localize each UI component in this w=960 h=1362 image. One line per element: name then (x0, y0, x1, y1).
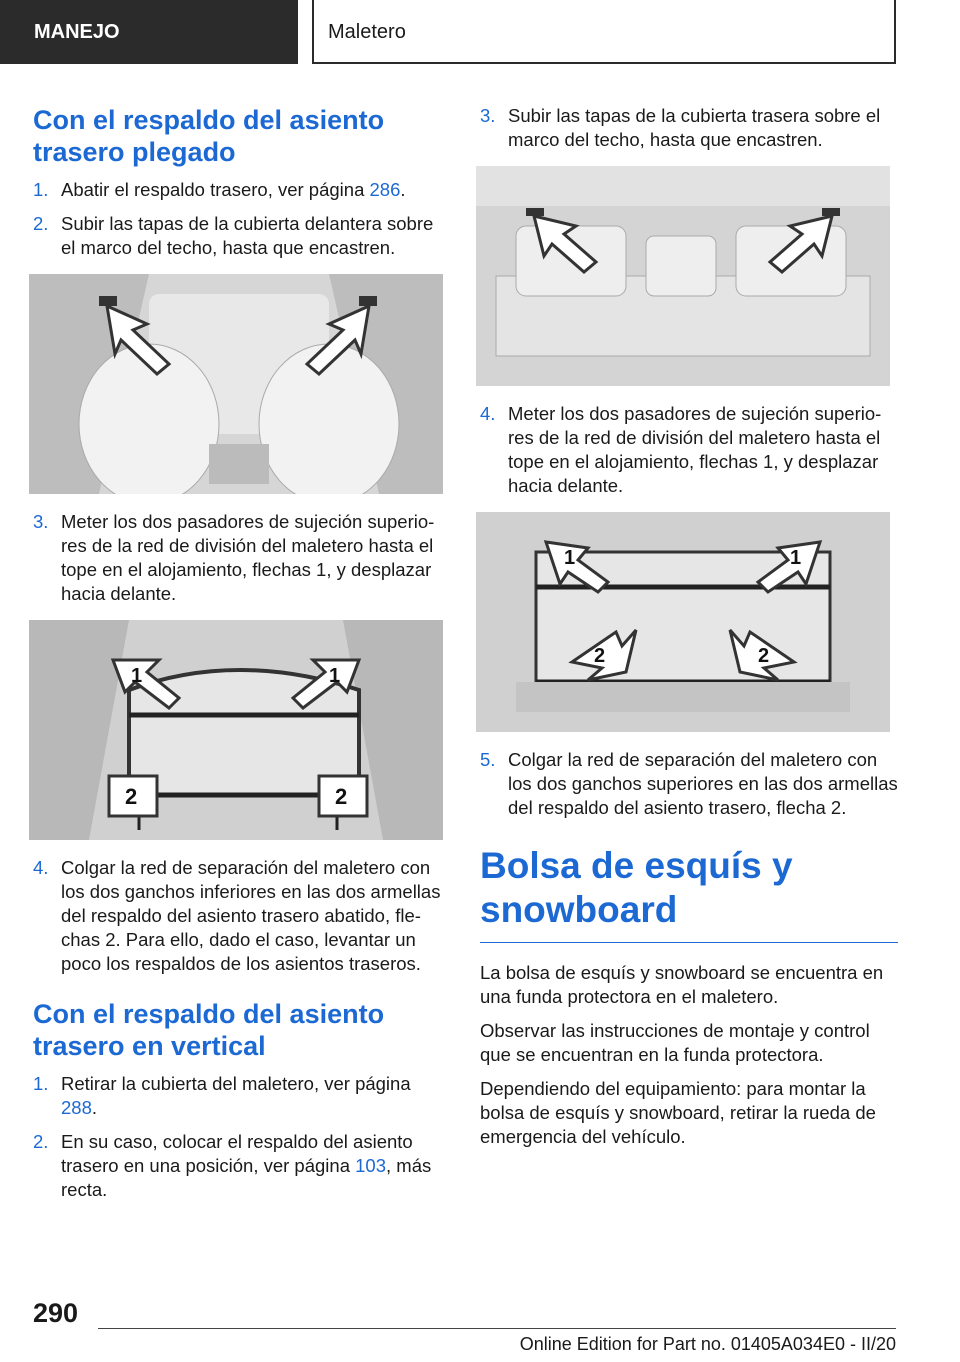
figure-net-upright (476, 512, 890, 732)
arrow-label: 2 (335, 784, 348, 809)
step-item (33, 178, 451, 202)
arrow-label: 1 (564, 547, 576, 569)
step-number: 5. (480, 749, 496, 770)
steps-right-cont (480, 402, 898, 498)
steps-folded (33, 178, 451, 260)
step-number: 4. (33, 857, 49, 878)
step-text-end: . (400, 179, 406, 200)
arrow-label: 2 (125, 784, 138, 809)
trunk-illustration (476, 166, 890, 386)
step-text: Subir las tapas de la cubierta delantera sobre el marco del techo, hasta que encastren. (61, 213, 434, 258)
net-upright-illustration (476, 512, 890, 732)
page-link[interactable]: 286 (369, 179, 401, 200)
steps-folded-cont2 (33, 856, 451, 976)
step-number: 1. (33, 1073, 49, 1094)
car-interior-illustration (29, 274, 443, 494)
step-text: Colgar la red de separación del maletero con los dos ganchos inferiores en las dos armellas del respaldo del asiento trasero abatido, flechas 2. Para ello, dado el caso, levantar un poco los respaldos de los asientos traseros. (61, 857, 441, 974)
step-item (480, 748, 898, 820)
arrow-label: 1 (329, 665, 341, 687)
step-item (480, 402, 898, 498)
step-item (33, 510, 451, 606)
step-item (33, 1130, 451, 1202)
step-text-end: , más recta. (61, 1155, 432, 1200)
heading-seat-upright: Con el respaldo del asiento trasero en vertical (33, 999, 385, 1061)
step-text: Colgar la red de separación del maletero con los dos ganchos superiores en las dos armellas del respaldo del asiento trasero, flecha 2. (508, 749, 898, 818)
footer-rule (98, 1328, 896, 1329)
step-number: 4. (480, 403, 496, 424)
heading-rule (480, 942, 898, 943)
paragraph: Observar las instrucciones de montaje y control que se encuentran en la funda protectora. (480, 1020, 870, 1065)
net-illustration (29, 620, 443, 840)
page-number: 290 (33, 1298, 79, 1328)
heading-ski-bag: Bolsa de esquís y snowboard (480, 845, 793, 930)
step-number: 2. (33, 213, 49, 234)
step-item (33, 856, 451, 976)
arrow-label: 2 (594, 645, 606, 667)
arrow-label: 2 (758, 645, 770, 667)
step-number: 2. (33, 1131, 49, 1152)
step-text: Meter los dos pasadores de sujeción superiores de la red de división del maletero hasta el tope en el alojamiento, flechas 1, y desplazar hacia delante. (61, 511, 435, 604)
figure-rear-cover-arrows (476, 166, 890, 386)
paragraph: La bolsa de esquís y snowboard se encuentra en una funda protectora en el maletero. (480, 962, 884, 1007)
left-column (33, 104, 451, 1212)
page-link[interactable]: 288 (61, 1097, 92, 1118)
steps-upright (33, 1072, 451, 1202)
steps-right (480, 104, 898, 152)
step-number: 3. (33, 511, 49, 532)
step-text: En su caso, colocar el respaldo del asiento trasero en una posición, ver página (61, 1131, 413, 1176)
right-column (480, 104, 898, 1159)
step-text: Subir las tapas de la cubierta trasera sobre el marco del techo, hasta que encastren. (508, 105, 881, 150)
paragraph: Dependiendo del equipamiento: para montar la bolsa de esquís y snowboard, retirar la rueda de emergencia del vehículo. (480, 1078, 876, 1147)
step-text: Abatir el respaldo trasero, ver página (61, 179, 370, 200)
steps-right-cont2 (480, 748, 898, 820)
step-text: Retirar la cubierta del maletero, ver página (61, 1073, 411, 1094)
edition-footer: Online Edition for Part no. 01405A034E0 - II/20 (519, 1334, 896, 1354)
step-text-end: . (91, 1097, 98, 1118)
step-item (33, 212, 451, 260)
figure-net-hooks (29, 620, 443, 840)
section-tab: MANEJO (0, 0, 298, 64)
heading-seat-folded: Con el respaldo del asiento trasero plegado (33, 105, 385, 167)
steps-folded-cont (33, 510, 451, 606)
arrow-label: 1 (790, 547, 802, 569)
arrow-label: 1 (131, 665, 143, 687)
step-item (33, 1072, 451, 1120)
chapter-title: Maletero (312, 0, 896, 64)
step-number: 1. (33, 179, 49, 200)
step-text: Meter los dos pasadores de sujeción superiores de la red de división del maletero hasta el tope en el alojamiento, flechas 1, y desplazar hacia delante. (508, 403, 882, 496)
step-number: 3. (480, 105, 496, 126)
figure-front-cover-arrows (29, 274, 443, 494)
step-item (480, 104, 898, 152)
page-link[interactable]: 103 (355, 1155, 387, 1176)
